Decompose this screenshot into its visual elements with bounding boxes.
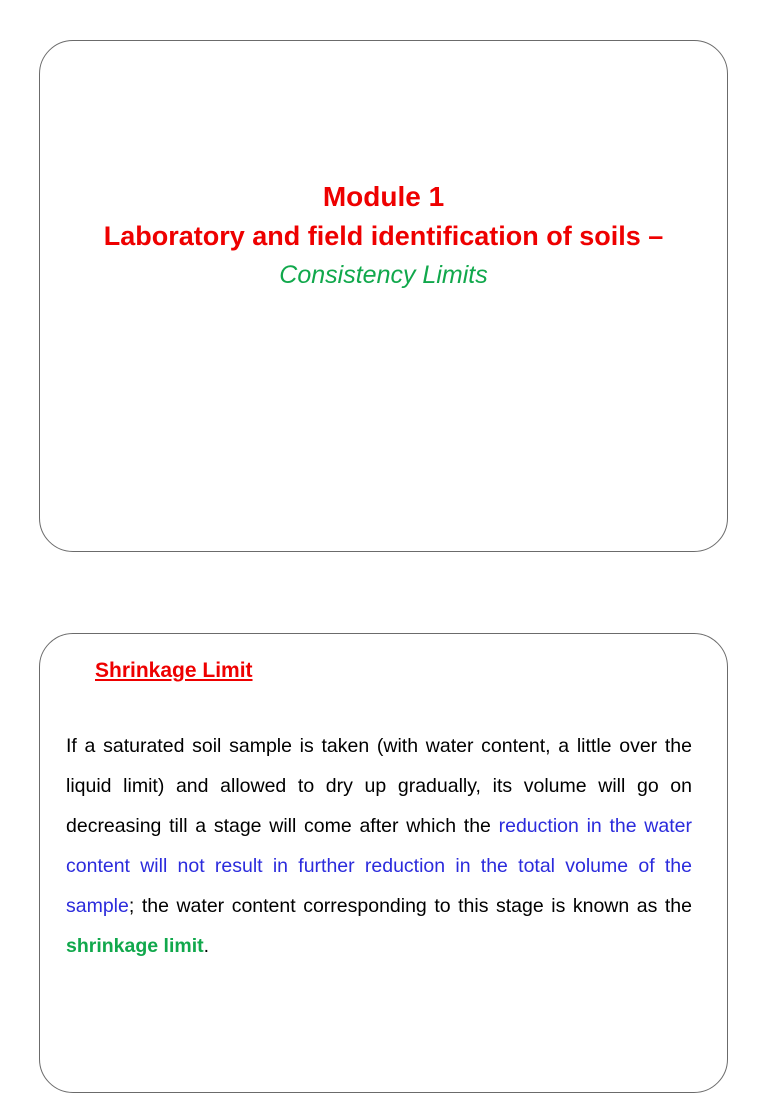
paragraph-text-part1: If a saturated soil sample is taken (with water content, a little over the liquid limit) and allowed to dry up gradually, its volume will go on decreasing till a stage will come after which the <box>66 735 692 837</box>
slide-subtitle: Consistency Limits <box>279 261 488 289</box>
definition-paragraph <box>66 726 692 966</box>
key-term: shrinkage limit <box>66 935 204 957</box>
module-label: Module 1 <box>322 181 445 212</box>
content-slide <box>39 633 728 1093</box>
paragraph-end: . <box>203 935 210 957</box>
title-slide <box>39 40 728 552</box>
section-heading: Shrinkage Limit <box>95 659 253 682</box>
slide-title: Laboratory and field identification of soils – <box>103 221 664 251</box>
highlighted-phrase: reduction in the water content will not result in further reduction in the total volume of the sample <box>66 815 692 917</box>
paragraph-text-part2: ; the water content corresponding to this stage is known as the <box>128 895 692 917</box>
